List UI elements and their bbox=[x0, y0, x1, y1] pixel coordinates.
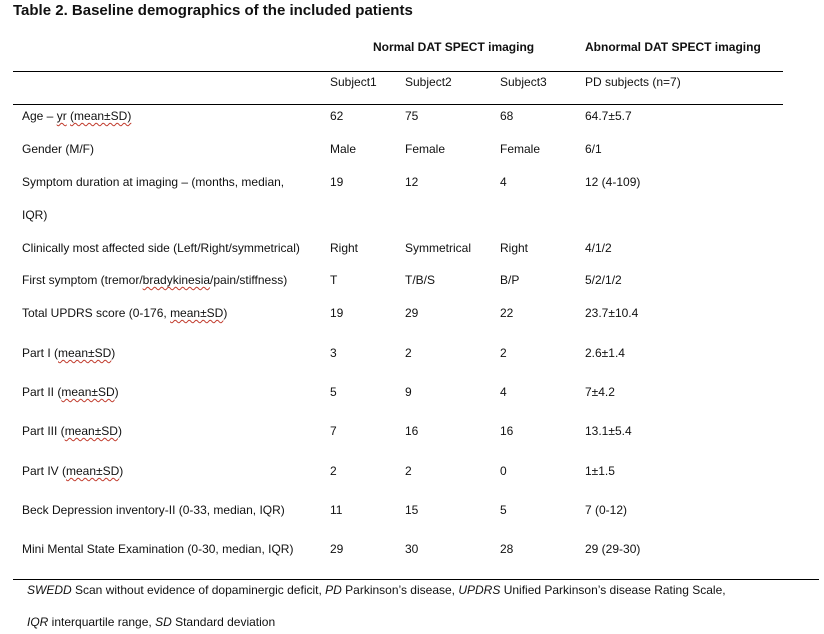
table-cell: Female bbox=[405, 142, 446, 156]
row-label bbox=[22, 464, 123, 478]
row-label-part: mean±SD bbox=[58, 346, 112, 360]
table-cell: 3 bbox=[330, 346, 337, 360]
table-cell: Right bbox=[330, 241, 359, 255]
row-label-part: ) bbox=[114, 385, 119, 399]
table-cell: 68 bbox=[500, 109, 514, 123]
table-cell: 16 bbox=[500, 424, 514, 438]
row-label-part: ) bbox=[111, 346, 116, 360]
row-label-part: Age – bbox=[22, 109, 57, 123]
row-label: Symptom duration at imaging – (months, median, bbox=[22, 175, 285, 189]
group-header-abnormal: Abnormal DAT SPECT imaging bbox=[585, 40, 761, 54]
footnote-line-2 bbox=[27, 615, 275, 629]
row-label: Beck Depression inventory-II (0-33, median, IQR) bbox=[22, 503, 285, 517]
row-label bbox=[22, 273, 287, 287]
row-label-part: Part IV ( bbox=[22, 464, 67, 478]
row-label-part: Part II ( bbox=[22, 385, 62, 399]
table-cell: 75 bbox=[405, 109, 419, 123]
table-cell: Male bbox=[330, 142, 357, 156]
footnote-text: Standard deviation bbox=[171, 615, 276, 629]
table-cell: 4 bbox=[500, 385, 507, 399]
row-label bbox=[22, 385, 119, 399]
table-cell: 29 bbox=[330, 542, 344, 556]
table-cell: 7 (0-12) bbox=[585, 503, 628, 517]
table-cell: 7 bbox=[330, 424, 337, 438]
table-cell: 2 bbox=[330, 464, 337, 478]
table-cell: 30 bbox=[405, 542, 419, 556]
table-cell: 15 bbox=[405, 503, 419, 517]
table-cell: 22 bbox=[500, 306, 514, 320]
table-title: Table 2. Baseline demographics of the included patients bbox=[13, 2, 413, 19]
footnote-text: Unified Parkinson’s disease Rating Scale, bbox=[500, 583, 726, 597]
table-cell: 13.1±5.4 bbox=[585, 424, 632, 438]
column-header-subject2: Subject2 bbox=[405, 75, 452, 89]
table-cell: 4 bbox=[500, 175, 507, 189]
header-top-rule bbox=[13, 71, 783, 72]
row-label: Mini Mental State Examination (0-30, median, IQR) bbox=[22, 542, 294, 556]
table-cell: 5/2/1/2 bbox=[585, 273, 622, 287]
row-label-part: Part III ( bbox=[22, 424, 65, 438]
table-cell: Symmetrical bbox=[405, 241, 472, 255]
column-header-subject3: Subject3 bbox=[500, 75, 547, 89]
row-label-part: ) bbox=[119, 464, 124, 478]
table-cell: 23.7±10.4 bbox=[585, 306, 639, 320]
row-label: Gender (M/F) bbox=[22, 142, 95, 156]
row-label-part: bradykinesia bbox=[142, 273, 211, 287]
table-cell: 2.6±1.4 bbox=[585, 346, 625, 360]
column-header-subject1: Subject1 bbox=[330, 75, 377, 89]
row-label bbox=[22, 306, 227, 320]
table-cell: T/B/S bbox=[405, 273, 436, 287]
table-cell: 64.7±5.7 bbox=[585, 109, 632, 123]
row-label-part: ) bbox=[223, 306, 228, 320]
header-bottom-rule bbox=[13, 104, 783, 105]
row-label-part: mean±SD bbox=[61, 385, 115, 399]
footnote-abbr: IQR bbox=[27, 615, 49, 629]
table-cell: 5 bbox=[330, 385, 337, 399]
row-label-part: (mean±SD) bbox=[70, 109, 132, 123]
table-cell: 16 bbox=[405, 424, 419, 438]
table-cell: 12 bbox=[405, 175, 419, 189]
table-cell: Right bbox=[500, 241, 529, 255]
footnote-abbr: PD bbox=[325, 583, 342, 597]
row-label-part: mean±SD bbox=[66, 464, 120, 478]
footnote-abbr: SD bbox=[155, 615, 172, 629]
table-cell: 2 bbox=[405, 464, 412, 478]
table-cell: 1±1.5 bbox=[585, 464, 615, 478]
table-cell: 19 bbox=[330, 175, 344, 189]
table-cell: T bbox=[330, 273, 338, 287]
table-cell: 4/1/2 bbox=[585, 241, 612, 255]
table-cell: 29 bbox=[405, 306, 419, 320]
group-header-normal: Normal DAT SPECT imaging bbox=[373, 40, 535, 54]
row-label-part: mean±SD bbox=[170, 306, 224, 320]
table-cell: Female bbox=[500, 142, 541, 156]
table-cell: 62 bbox=[330, 109, 344, 123]
row-label-part: Total UPDRS score (0-176, bbox=[22, 306, 171, 320]
footnote-abbr: UPDRS bbox=[458, 583, 501, 597]
table-cell: 11 bbox=[330, 503, 343, 517]
footnote-line-1 bbox=[27, 583, 726, 597]
row-label-part: /pain/stiffness) bbox=[210, 273, 288, 287]
row-label: IQR) bbox=[22, 208, 48, 222]
row-label-part: Part I ( bbox=[22, 346, 59, 360]
table-cell: 0 bbox=[500, 464, 507, 478]
row-label bbox=[22, 109, 131, 123]
table-cell: 7±4.2 bbox=[585, 385, 615, 399]
table-cell: 2 bbox=[500, 346, 507, 360]
row-label: Clinically most affected side (Left/Right/symmetrical) bbox=[22, 241, 300, 255]
row-label-part: mean±SD bbox=[64, 424, 118, 438]
table-cell: 28 bbox=[500, 542, 514, 556]
table-cell: 9 bbox=[405, 385, 412, 399]
table-cell: 5 bbox=[500, 503, 507, 517]
footnote-abbr: SWEDD bbox=[27, 583, 72, 597]
row-label bbox=[22, 424, 122, 438]
column-header-pd-subjects: PD subjects (n=7) bbox=[585, 75, 681, 89]
row-label bbox=[22, 346, 115, 360]
row-label-part: yr bbox=[56, 109, 67, 123]
footnote-text: interquartile range, bbox=[48, 615, 156, 629]
footnote-text: Parkinson’s disease, bbox=[341, 583, 459, 597]
row-label-part: First symptom (tremor/ bbox=[22, 273, 143, 287]
footnote-text: Scan without evidence of dopaminergic deficit, bbox=[71, 583, 326, 597]
table-cell: B/P bbox=[500, 273, 520, 287]
row-label-part: ) bbox=[117, 424, 122, 438]
table-cell: 2 bbox=[405, 346, 412, 360]
footer-rule bbox=[13, 579, 819, 580]
table-cell: 19 bbox=[330, 306, 344, 320]
table-cell: 29 (29-30) bbox=[585, 542, 641, 556]
table-cell: 6/1 bbox=[585, 142, 602, 156]
table-cell: 12 (4-109) bbox=[585, 175, 641, 189]
